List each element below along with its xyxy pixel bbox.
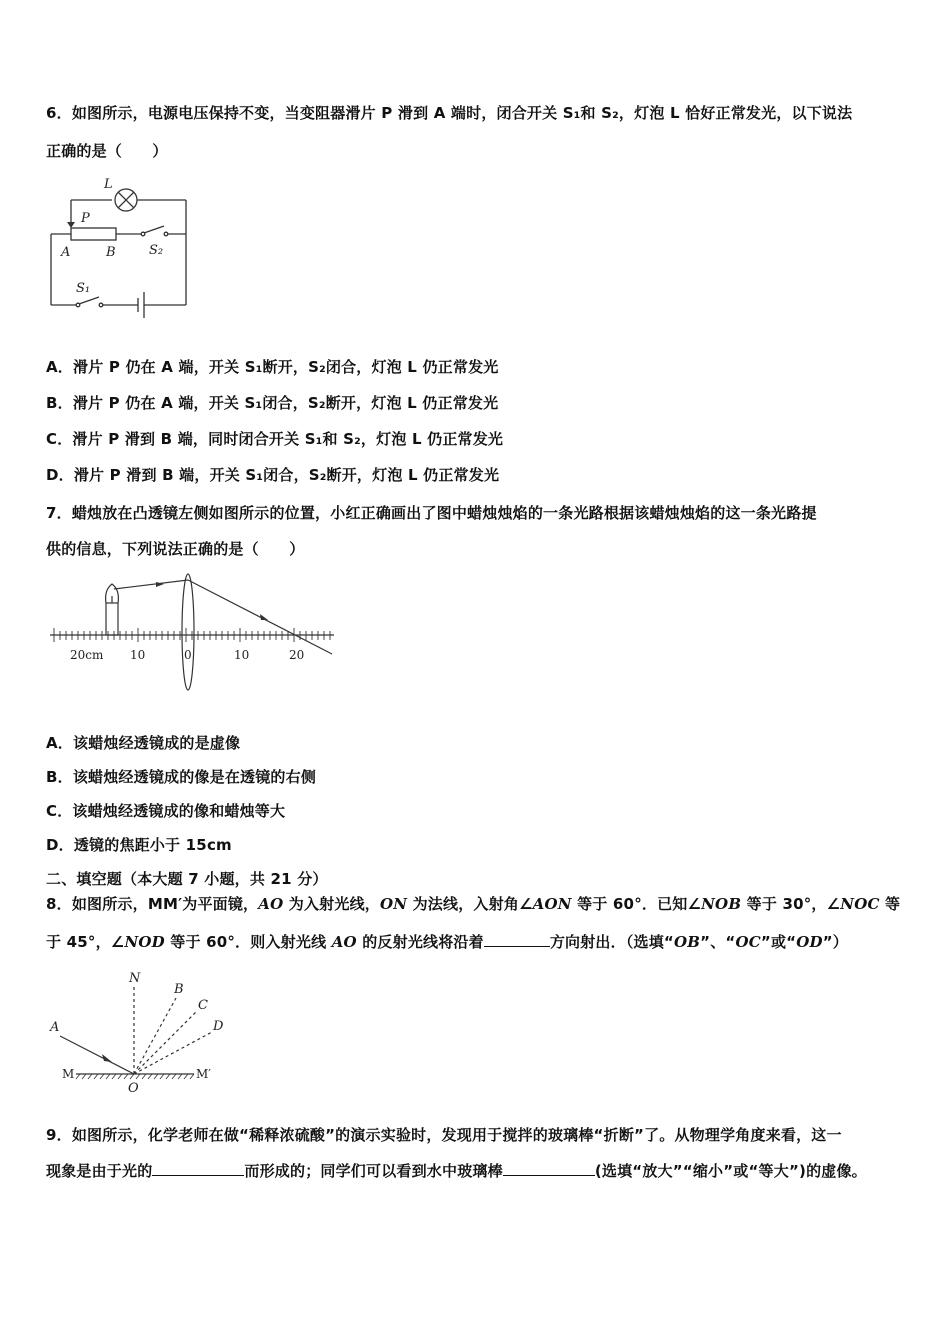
q7-stem-line2: 供的信息，下列说法正确的是（ ） (46, 540, 305, 558)
q8-label-O: O (128, 1081, 139, 1096)
q7-option-c: C．该蜡烛经透镜成的像和蜡烛等大 (46, 802, 286, 820)
q6-option-a: A．滑片 P 仍在 A 端，开关 S₁断开，S₂闭合，灯泡 L 仍正常发光 (46, 358, 499, 376)
q8-stem-line2: 于 45°，∠NOD 等于 60°．则入射光线 AO 的反射光线将沿着 方向射出．（选填“OB”、“OC”或“OD”） (46, 933, 848, 951)
q6-stem-line1: 6．如图所示，电源电压保持不变，当变阻器滑片 P 滑到 A 端时，闭合开关 S₁和 S₂，灯泡 L 恰好正常发光，以下说法 (46, 104, 853, 122)
q7-tick-10-left: 10 (130, 648, 146, 662)
q9-blank-1[interactable] (152, 1161, 244, 1176)
q6-stem-line2: 正确的是（ ） (46, 142, 168, 160)
q7-option-d: D．透镜的焦距小于 15cm (46, 836, 232, 854)
q8-mirror-diagram (46, 968, 246, 1098)
q6-label-P: P (81, 211, 90, 226)
q6-option-b: B．滑片 P 仍在 A 端，开关 S₁闭合，S₂断开，灯泡 L 仍正常发光 (46, 394, 499, 412)
q7-option-b: B．该蜡烛经透镜成的像是在透镜的右侧 (46, 768, 317, 786)
q8-label-B: B (174, 982, 184, 997)
q7-stem-line1: 7．蜡烛放在凸透镜左侧如图所示的位置，小红正确画出了图中蜡烛烛焰的一条光路根据该蜡烛烛焰的这一条光路提 (46, 504, 817, 522)
q8-label-M-prime: M′ (196, 1067, 212, 1081)
q7-option-a: A．该蜡烛经透镜成的是虚像 (46, 734, 241, 752)
q6-label-L: L (104, 177, 113, 192)
q7-tick-20-right: 20 (289, 648, 305, 662)
section-2-heading: 二、填空题（本大题 7 小题，共 21 分） (46, 870, 328, 888)
q9-stem-line1: 9．如图所示，化学老师在做“稀释浓硫酸”的演示实验时，发现用于搅拌的玻璃棒“折断”了。从物理学角度来看，这一 (46, 1126, 842, 1144)
q9-stem-line2: 现象是由于光的 而形成的；同学们可以看到水中玻璃棒 (选填“放大”“缩小”或“等大”)的虚像。 (46, 1162, 867, 1180)
q7-tick-20cm-left: 20cm (70, 648, 104, 662)
q8-label-N: N (129, 971, 141, 986)
q6-label-B: B (106, 245, 116, 260)
q7-lens-diagram (46, 570, 346, 700)
q8-label-M: M (62, 1067, 75, 1081)
q6-option-d: D．滑片 P 滑到 B 端，开关 S₁闭合，S₂断开，灯泡 L 仍正常发光 (46, 466, 500, 484)
q8-stem-line1: 8．如图所示，MM′为平面镜，AO 为入射光线，ON 为法线，入射角∠AON 等于 60°．已知∠NOB 等于 30°，∠NOC 等 (46, 895, 901, 913)
q8-answer-blank[interactable] (484, 932, 550, 947)
q6-circuit-diagram (46, 170, 206, 330)
q6-label-S2: S₂ (149, 243, 164, 258)
q9-blank-2[interactable] (503, 1161, 595, 1176)
q6-label-S1: S₁ (76, 281, 91, 296)
q8-label-C: C (198, 998, 208, 1013)
q8-label-D: D (213, 1019, 224, 1034)
q7-tick-0: 0 (184, 648, 192, 662)
q6-label-A: A (61, 245, 71, 260)
q7-tick-10-right: 10 (234, 648, 250, 662)
q6-option-c: C．滑片 P 滑到 B 端，同时闭合开关 S₁和 S₂，灯泡 L 仍正常发光 (46, 430, 504, 448)
q8-label-A: A (50, 1020, 60, 1035)
